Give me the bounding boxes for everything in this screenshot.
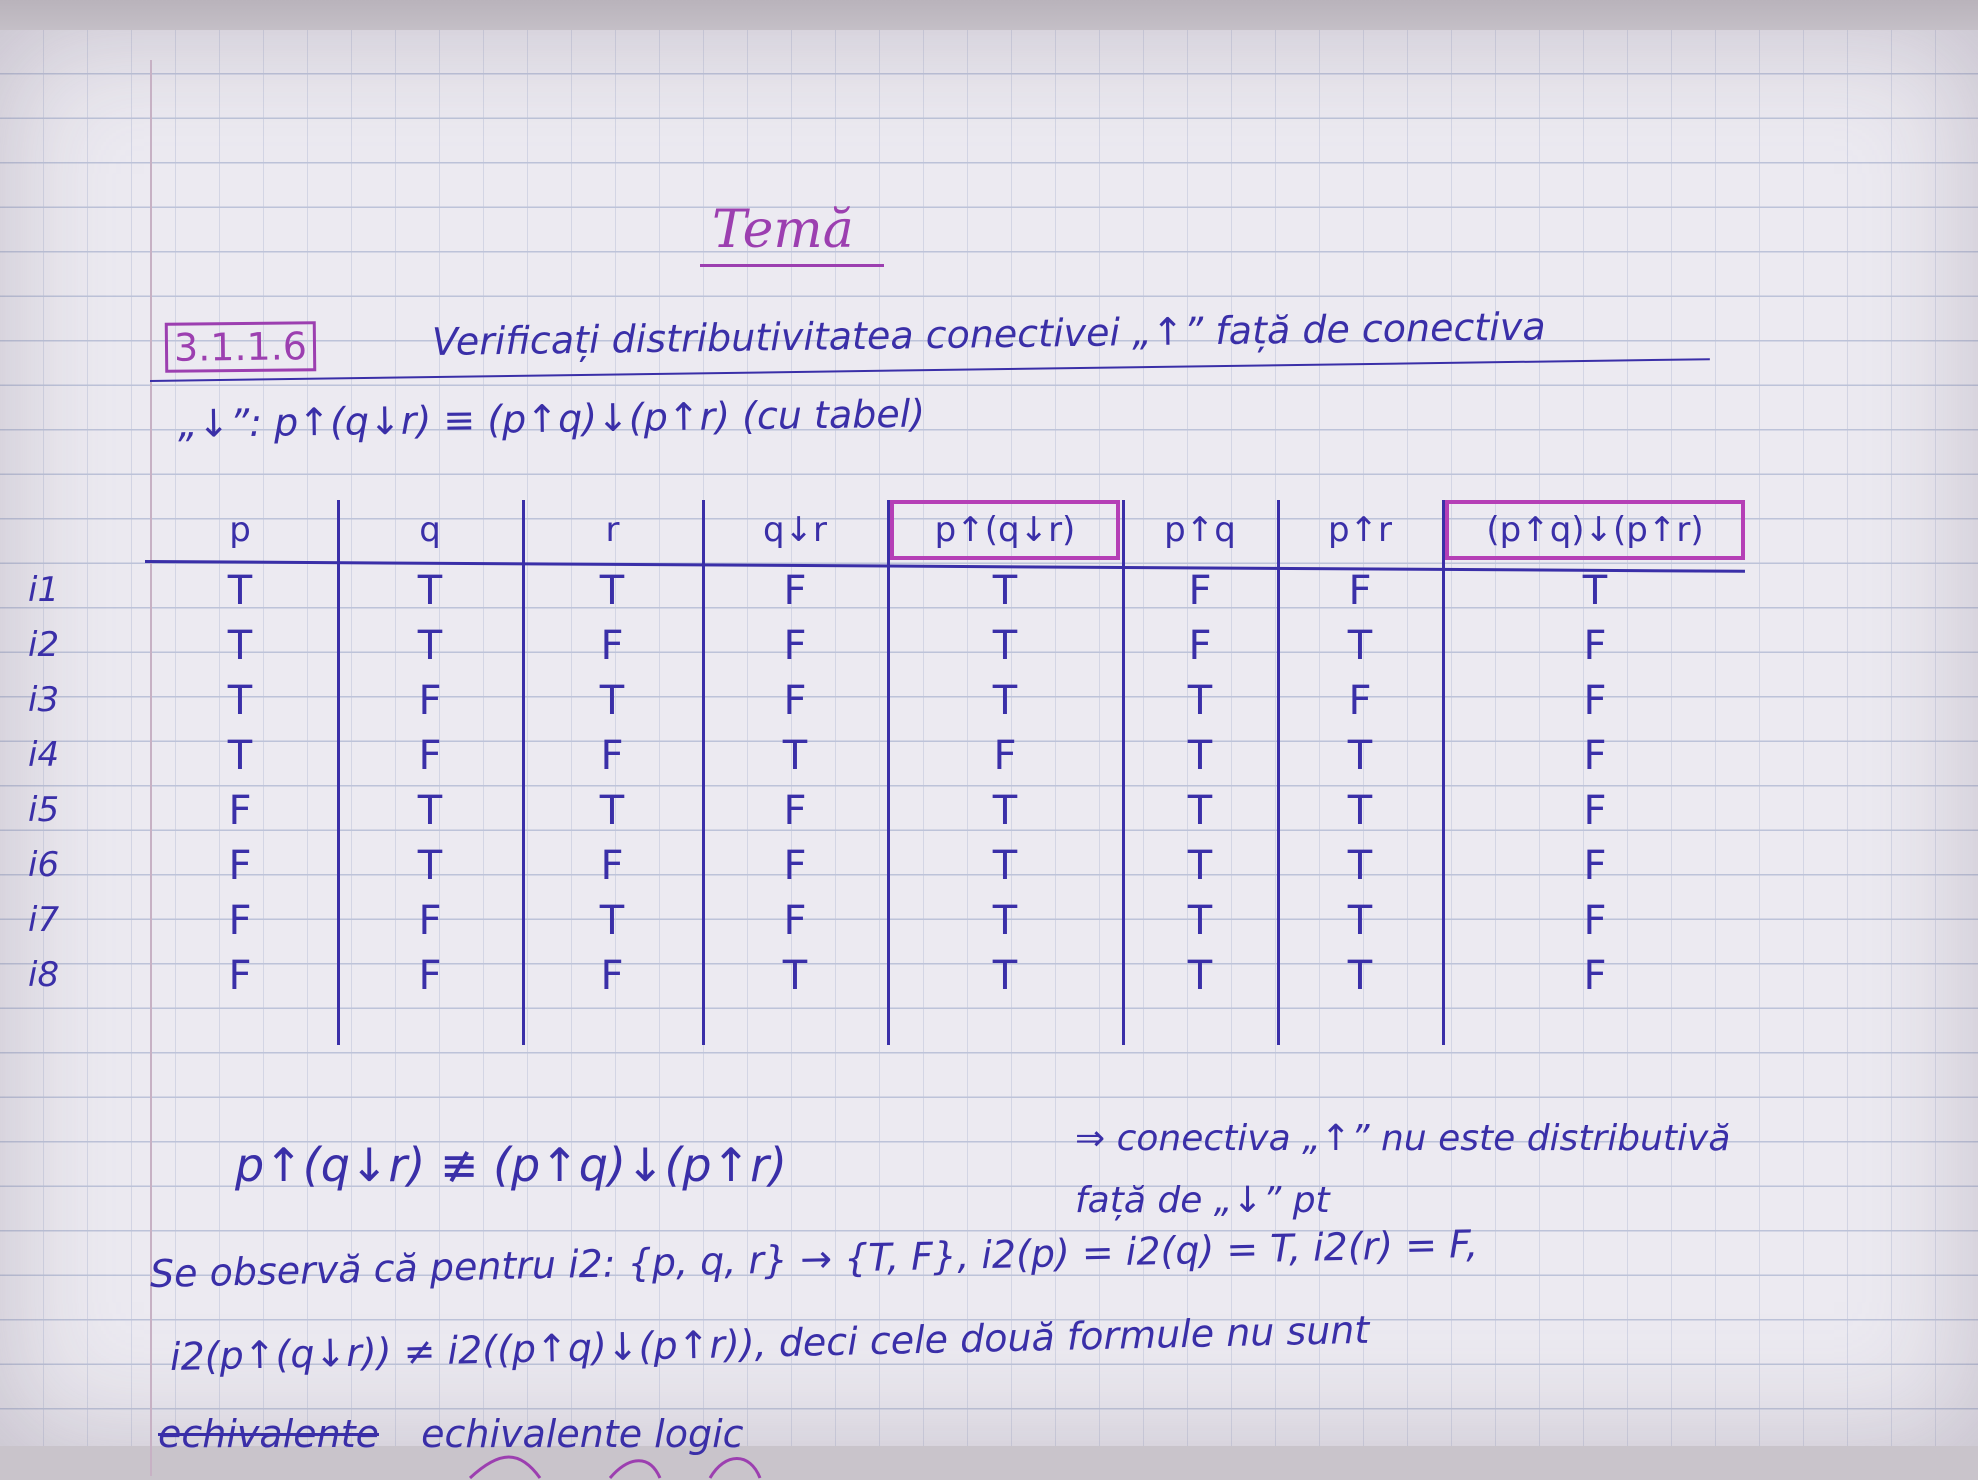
- row-label: i7: [28, 900, 60, 940]
- table-cell: T: [227, 568, 253, 614]
- table-cell: F: [1188, 623, 1212, 669]
- table-cell: T: [992, 788, 1018, 834]
- table-cell: F: [993, 733, 1017, 779]
- table-cell: F: [783, 843, 807, 889]
- table-cell: F: [1348, 678, 1372, 724]
- header-p-nand-q: p↑q: [1164, 510, 1236, 550]
- table-cell: T: [992, 623, 1018, 669]
- header-divider: [145, 560, 1745, 573]
- table-cell: F: [600, 953, 624, 999]
- row-label: i8: [28, 955, 60, 995]
- row-label: i2: [28, 625, 60, 665]
- table-cell: F: [228, 843, 252, 889]
- table-cell: T: [417, 843, 443, 889]
- column-divider: [1277, 500, 1280, 1045]
- table-cell: T: [417, 623, 443, 669]
- row-label: i3: [28, 680, 60, 720]
- table-cell: F: [600, 623, 624, 669]
- table-cell: F: [1583, 843, 1607, 889]
- exercise-underline: [150, 358, 1710, 382]
- observation-line2: i2(p↑(q↓r)) ≠ i2((p↑q)↓(p↑r)), deci cele două formule nu sunt: [169, 1307, 1370, 1379]
- table-cell: T: [992, 843, 1018, 889]
- struck-word: echivalente: [158, 1412, 379, 1456]
- conclusion-formula: p↑(q↓r) ≢ (p↑q)↓(p↑r): [235, 1138, 787, 1192]
- table-cell: F: [418, 953, 442, 999]
- row-label: i6: [28, 845, 60, 885]
- header-p-nand-r: p↑r: [1327, 510, 1393, 550]
- table-cell: T: [599, 898, 625, 944]
- table-cell: F: [1583, 953, 1607, 999]
- table-cell: F: [1188, 568, 1212, 614]
- header-q: q: [419, 510, 441, 550]
- row-label: i5: [28, 790, 60, 830]
- column-divider: [887, 500, 890, 1045]
- table-cell: F: [418, 678, 442, 724]
- table-cell: T: [782, 733, 808, 779]
- table-cell: T: [599, 788, 625, 834]
- row-label: i1: [28, 570, 60, 610]
- page-title: Temă: [700, 200, 884, 267]
- table-cell: T: [1347, 843, 1373, 889]
- table-cell: F: [600, 843, 624, 889]
- exercise-statement-line1: Verificați distributivitatea conectivei „↑” față de conectiva: [431, 304, 1546, 364]
- table-cell: T: [1187, 843, 1213, 889]
- table-cell: T: [417, 568, 443, 614]
- header-q-nor-r: q↓r: [762, 510, 828, 550]
- header-p-nand-q-nor-r: p↑(q↓r): [890, 500, 1120, 560]
- table-cell: T: [1187, 898, 1213, 944]
- table-cell: F: [1583, 898, 1607, 944]
- table-cell: F: [418, 733, 442, 779]
- table-cell: F: [600, 733, 624, 779]
- table-cell: T: [227, 733, 253, 779]
- table-cell: T: [1187, 788, 1213, 834]
- row-label: i4: [28, 735, 60, 775]
- notebook-page: [0, 30, 1978, 1456]
- header-p: p: [229, 510, 251, 550]
- table-cell: T: [992, 898, 1018, 944]
- pen-squiggle: [460, 1450, 780, 1480]
- table-cell: T: [227, 678, 253, 724]
- column-divider: [702, 500, 705, 1045]
- conclusion-text: ⇒ conectiva „↑” nu este distributivă: [1075, 1118, 1731, 1159]
- table-cell: T: [992, 678, 1018, 724]
- conclusion-text-cont: față de „↓” pt: [1075, 1180, 1330, 1221]
- table-cell: F: [1348, 568, 1372, 614]
- table-cell: F: [1583, 788, 1607, 834]
- table-cell: T: [1582, 568, 1608, 614]
- exercise-statement-line2: „↓”: p↑(q↓r) ≡ (p↑q)↓(p↑r) (cu tabel): [177, 391, 926, 446]
- table-cell: F: [228, 788, 252, 834]
- table-cell: T: [599, 678, 625, 724]
- table-cell: T: [1187, 678, 1213, 724]
- table-cell: T: [1187, 953, 1213, 999]
- table-cell: F: [228, 953, 252, 999]
- table-cell: T: [1347, 733, 1373, 779]
- column-divider: [522, 500, 525, 1045]
- table-cell: T: [1347, 898, 1373, 944]
- table-cell: F: [1583, 678, 1607, 724]
- header-r: r: [605, 510, 620, 550]
- table-cell: T: [599, 568, 625, 614]
- exercise-number: 3.1.1.6: [165, 321, 316, 373]
- table-cell: F: [1583, 623, 1607, 669]
- table-cell: F: [418, 898, 442, 944]
- table-cell: T: [227, 623, 253, 669]
- header-rhs-formula: (p↑q)↓(p↑r): [1445, 500, 1745, 560]
- column-divider: [1442, 500, 1445, 1045]
- column-divider: [1122, 500, 1125, 1045]
- table-cell: F: [228, 898, 252, 944]
- column-divider: [337, 500, 340, 1045]
- table-cell: T: [417, 788, 443, 834]
- table-cell: F: [783, 568, 807, 614]
- table-cell: F: [783, 898, 807, 944]
- table-cell: F: [783, 788, 807, 834]
- table-cell: T: [992, 568, 1018, 614]
- table-cell: T: [1187, 733, 1213, 779]
- table-cell: T: [1347, 623, 1373, 669]
- observation-line1: Se observă că pentru i2: {p, q, r} → {T, F}, i2(p) = i2(q) = T, i2(r) = F,: [149, 1221, 1479, 1296]
- table-cell: T: [782, 953, 808, 999]
- table-cell: F: [783, 623, 807, 669]
- table-cell: T: [1347, 953, 1373, 999]
- table-cell: F: [1583, 733, 1607, 779]
- table-cell: F: [783, 678, 807, 724]
- table-cell: T: [992, 953, 1018, 999]
- observation-end: echivalente logic: [421, 1412, 744, 1456]
- table-cell: T: [1347, 788, 1373, 834]
